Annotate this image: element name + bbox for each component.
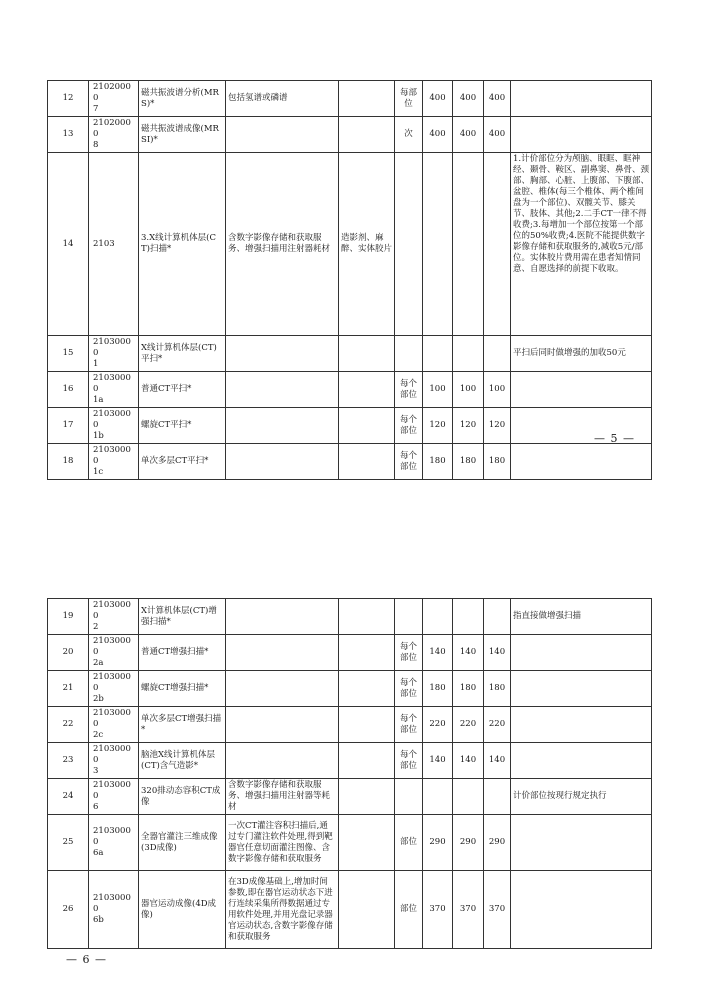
table-row xyxy=(48,671,652,707)
item-name: 螺旋CT平扫* xyxy=(139,408,226,444)
row-number: 19 xyxy=(48,599,89,635)
row-number: 21 xyxy=(48,671,89,707)
price-tier-3: 290 xyxy=(484,815,511,871)
row-number: 25 xyxy=(48,815,89,871)
item-content xyxy=(226,372,339,408)
excluded-items xyxy=(339,815,395,871)
item-code: 21030000 2 xyxy=(89,599,139,635)
price-tier-2: 140 xyxy=(453,743,484,779)
item-name: X线计算机体层(CT)平扫* xyxy=(139,336,226,372)
excluded-items: 造影剂、麻醉、实体胶片 xyxy=(339,153,395,336)
remark xyxy=(511,743,652,779)
price-tier-2: 370 xyxy=(453,871,484,949)
item-name: 单次多层CT平扫* xyxy=(139,444,226,480)
item-name: 全器官灌注三维成像(3D成像) xyxy=(139,815,226,871)
pricing-unit: 部位 xyxy=(395,815,423,871)
pricing-unit xyxy=(395,779,423,815)
pricing-unit xyxy=(395,599,423,635)
item-code: 21030000 6 xyxy=(89,779,139,815)
price-tier-3 xyxy=(484,336,511,372)
item-name: 3.X线计算机体层(CT)扫描* xyxy=(139,153,226,336)
price-tier-3: 220 xyxy=(484,707,511,743)
remark xyxy=(511,81,652,117)
row-number: 22 xyxy=(48,707,89,743)
item-content xyxy=(226,599,339,635)
row-number: 26 xyxy=(48,871,89,949)
price-tier-3: 400 xyxy=(484,81,511,117)
row-number: 23 xyxy=(48,743,89,779)
item-name: 器官运动成像(4D成像) xyxy=(139,871,226,949)
price-tier-3: 140 xyxy=(484,635,511,671)
price-tier-3: 100 xyxy=(484,372,511,408)
table-row xyxy=(48,117,652,153)
item-content xyxy=(226,707,339,743)
row-number: 24 xyxy=(48,779,89,815)
price-tier-2: 220 xyxy=(453,707,484,743)
row-number: 14 xyxy=(48,153,89,336)
table-row xyxy=(48,779,652,815)
item-code: 21030000 3 xyxy=(89,743,139,779)
item-name: 脑池X线计算机体层(CT)含气造影* xyxy=(139,743,226,779)
pricing-unit: 部位 xyxy=(395,871,423,949)
table-row xyxy=(48,635,652,671)
price-tier-3: 120 xyxy=(484,408,511,444)
excluded-items xyxy=(339,599,395,635)
excluded-items xyxy=(339,707,395,743)
table-row xyxy=(48,743,652,779)
remark xyxy=(511,815,652,871)
price-tier-3: 140 xyxy=(484,743,511,779)
item-content xyxy=(226,743,339,779)
excluded-items xyxy=(339,671,395,707)
item-code: 21020000 8 xyxy=(89,117,139,153)
price-tier-1: 220 xyxy=(423,707,453,743)
item-content: 含数字影像存储和获取服务、增强扫描用注射器等耗材 xyxy=(226,779,339,815)
row-number: 12 xyxy=(48,81,89,117)
price-tier-2 xyxy=(453,336,484,372)
remark xyxy=(511,444,652,480)
row-number: 17 xyxy=(48,408,89,444)
remark xyxy=(511,871,652,949)
remark: 平扫后同时做增强的加收50元 xyxy=(511,336,652,372)
remark: 1.计价部位分为颅脑、眼眶、眶神经、颞骨、鞍区、副鼻窦、鼻骨、颈部、胸部、心脏、上腹部、下腹部、盆腔、椎体(每三个椎体、两个椎间盘为一个部位)、双髋关节、膝关节、肢体、其他;2.二手CT一律不得收费;3.每增加一个部位按第一个部位的50%收费;4.医院不能提供数字影像存储和获取服务的,减收5元/部位。实体胶片费用需在患者知情同意、自愿选择的前提下收取。 xyxy=(511,153,652,336)
remark: 计价部位按现行规定执行 xyxy=(511,779,652,815)
table-row xyxy=(48,408,652,444)
item-code: 21030000 6b xyxy=(89,871,139,949)
price-tier-2 xyxy=(453,153,484,336)
item-content: 在3D成像基础上,增加时间参数,即在器官运动状态下进行连续采集所得数据通过专用软件处理,并用光盘记录器官运动状态,含数字影像存储和获取服务 xyxy=(226,871,339,949)
pricing-unit: 每个 部位 xyxy=(395,408,423,444)
item-code: 21030000 2a xyxy=(89,635,139,671)
item-code: 21030000 2c xyxy=(89,707,139,743)
excluded-items xyxy=(339,444,395,480)
table-row xyxy=(48,444,652,480)
excluded-items xyxy=(339,871,395,949)
price-tier-2: 290 xyxy=(453,815,484,871)
item-code: 21030000 1c xyxy=(89,444,139,480)
price-tier-3 xyxy=(484,779,511,815)
pricing-unit: 次 xyxy=(395,117,423,153)
table-row xyxy=(48,81,652,117)
price-tier-1: 290 xyxy=(423,815,453,871)
price-tier-3: 400 xyxy=(484,117,511,153)
pricing-unit: 每部 位 xyxy=(395,81,423,117)
pricing-unit: 每个 部位 xyxy=(395,372,423,408)
remark xyxy=(511,707,652,743)
row-number: 20 xyxy=(48,635,89,671)
excluded-items xyxy=(339,408,395,444)
item-content: 包括氢谱或磷谱 xyxy=(226,81,339,117)
price-tier-1: 400 xyxy=(423,117,453,153)
item-code: 21030000 1b xyxy=(89,408,139,444)
price-tier-2: 180 xyxy=(453,444,484,480)
item-name: 普通CT增强扫描* xyxy=(139,635,226,671)
item-content xyxy=(226,635,339,671)
table-row xyxy=(48,372,652,408)
item-content xyxy=(226,336,339,372)
table-row xyxy=(48,599,652,635)
pricing-unit xyxy=(395,336,423,372)
price-tier-2: 120 xyxy=(453,408,484,444)
price-tier-1 xyxy=(423,336,453,372)
pricing-unit: 每个 部位 xyxy=(395,444,423,480)
item-name: 螺旋CT增强扫描* xyxy=(139,671,226,707)
price-tier-1: 140 xyxy=(423,635,453,671)
price-tier-2 xyxy=(453,599,484,635)
item-code: 21030000 6a xyxy=(89,815,139,871)
price-tier-1 xyxy=(423,599,453,635)
price-tier-1: 400 xyxy=(423,81,453,117)
item-content: 含数字影像存储和获取服务、增强扫描用注射器耗材 xyxy=(226,153,339,336)
remark: 指直接做增强扫描 xyxy=(511,599,652,635)
item-name: X计算机体层(CT)增强扫描* xyxy=(139,599,226,635)
pricing-unit: 每个 部位 xyxy=(395,635,423,671)
excluded-items xyxy=(339,336,395,372)
item-code: 21020000 7 xyxy=(89,81,139,117)
item-code: 21030000 1 xyxy=(89,336,139,372)
price-tier-1 xyxy=(423,779,453,815)
price-tier-1: 180 xyxy=(423,444,453,480)
pricing-unit: 每个 部位 xyxy=(395,707,423,743)
table-row xyxy=(48,153,652,336)
item-content xyxy=(226,117,339,153)
price-tier-2: 400 xyxy=(453,117,484,153)
price-tier-1 xyxy=(423,153,453,336)
price-tier-2 xyxy=(453,779,484,815)
table-row xyxy=(48,815,652,871)
price-tier-1: 140 xyxy=(423,743,453,779)
row-number: 16 xyxy=(48,372,89,408)
excluded-items xyxy=(339,743,395,779)
table-row xyxy=(48,707,652,743)
price-tier-3: 180 xyxy=(484,444,511,480)
item-name: 磁共振波谱分析(MRS)* xyxy=(139,81,226,117)
page-number: — 5 — xyxy=(594,432,635,445)
item-code: 21030000 2b xyxy=(89,671,139,707)
excluded-items xyxy=(339,81,395,117)
item-name: 磁共振波谱成像(MRSI)* xyxy=(139,117,226,153)
remark xyxy=(511,372,652,408)
table-row xyxy=(48,336,652,372)
price-tier-3 xyxy=(484,599,511,635)
remark xyxy=(511,671,652,707)
item-code: 21030000 1a xyxy=(89,372,139,408)
pricing-unit: 每个 部位 xyxy=(395,743,423,779)
item-name: 普通CT平扫* xyxy=(139,372,226,408)
price-tier-1: 370 xyxy=(423,871,453,949)
remark xyxy=(511,635,652,671)
price-tier-1: 100 xyxy=(423,372,453,408)
item-name: 单次多层CT增强扫描* xyxy=(139,707,226,743)
price-tier-3 xyxy=(484,153,511,336)
item-content xyxy=(226,671,339,707)
fee-table-page-6 xyxy=(47,598,652,949)
item-code: 2103 xyxy=(89,153,139,336)
item-content xyxy=(226,408,339,444)
table-row xyxy=(48,871,652,949)
row-number: 13 xyxy=(48,117,89,153)
row-number: 18 xyxy=(48,444,89,480)
excluded-items xyxy=(339,779,395,815)
row-number: 15 xyxy=(48,336,89,372)
page-number: — 6 — xyxy=(66,953,107,966)
price-tier-2: 140 xyxy=(453,635,484,671)
price-tier-2: 180 xyxy=(453,671,484,707)
fee-table-page-5 xyxy=(47,80,652,480)
price-tier-2: 400 xyxy=(453,81,484,117)
excluded-items xyxy=(339,635,395,671)
remark xyxy=(511,117,652,153)
item-content: 一次CT灌注容积扫描后,通过专门灌注软件处理,得到靶器官任意切面灌注图像、含数字影像存储和获取服务 xyxy=(226,815,339,871)
item-name: 320排动态容积CT成像 xyxy=(139,779,226,815)
price-tier-1: 120 xyxy=(423,408,453,444)
price-tier-3: 180 xyxy=(484,671,511,707)
price-tier-2: 100 xyxy=(453,372,484,408)
pricing-unit xyxy=(395,153,423,336)
price-tier-3: 370 xyxy=(484,871,511,949)
pricing-unit: 每个 部位 xyxy=(395,671,423,707)
excluded-items xyxy=(339,372,395,408)
item-content xyxy=(226,444,339,480)
excluded-items xyxy=(339,117,395,153)
price-tier-1: 180 xyxy=(423,671,453,707)
